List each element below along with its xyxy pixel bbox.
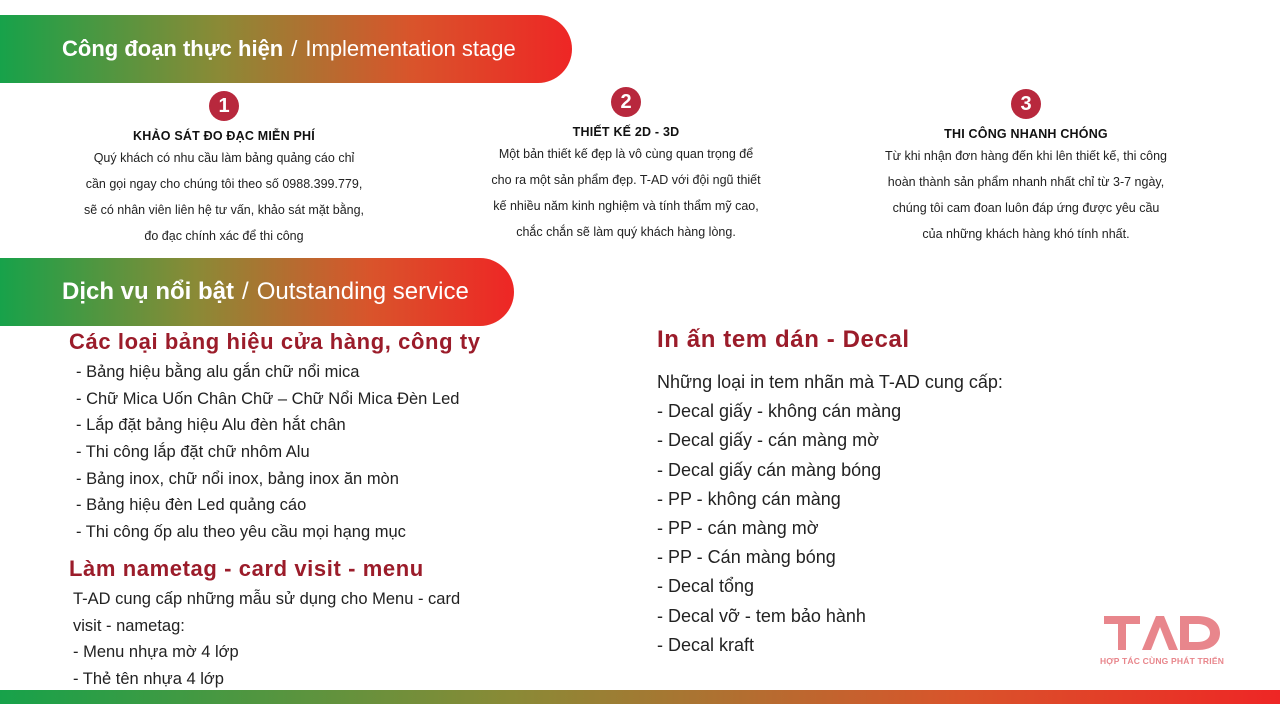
list-item: - Decal kraft <box>657 634 755 655</box>
banner-title-en: Outstanding service <box>256 278 469 305</box>
list-item: - Lắp đặt bảng hiệu Alu đèn hắt chân <box>76 416 346 435</box>
list-item: - Thi công ốp alu theo yêu cầu mọi hạng mục <box>76 523 406 542</box>
list-item: - Bảng inox, chữ nổi inox, bảng inox ăn mòn <box>76 469 399 488</box>
list-item: - Decal giấy cán màng bóng <box>657 459 882 480</box>
signs-section-title: Các loại bảng hiệu cửa hàng, công ty <box>69 329 481 354</box>
step-line: của những khách hàng khó tính nhất. <box>922 227 1130 241</box>
list-item: - Decal tổng <box>657 576 755 597</box>
step-number-badge: 2 <box>611 87 641 117</box>
list-item: - PP - cán màng mờ <box>657 517 819 538</box>
step-line: đo đạc chính xác để thi công <box>144 229 304 243</box>
step-title: THIẾT KẾ 2D - 3D <box>572 125 680 139</box>
decal-section-title: In ấn tem dán - Decal <box>657 326 910 353</box>
banner-title-vn: Dịch vụ nổi bật <box>62 278 235 305</box>
step-title: KHẢO SÁT ĐO ĐẠC MIỄN PHÍ <box>133 129 315 143</box>
step-construction <box>856 89 1196 247</box>
list-item: - Thi công lắp đặt chữ nhôm Alu <box>76 443 310 462</box>
signs-list <box>76 359 459 546</box>
logo-slogan: HỢP TÁC CÙNG PHÁT TRIỂN <box>1099 656 1225 666</box>
list-item: - Bảng hiệu bằng alu gắn chữ nổi mica <box>76 363 360 381</box>
outstanding-service-banner <box>0 258 514 326</box>
list-item: - PP - Cán màng bóng <box>657 547 836 568</box>
step-survey <box>54 91 394 249</box>
step-line: hoàn thành sản phẩm nhanh nhất chỉ từ 3-7 ngày, <box>887 175 1165 189</box>
banner-separator: / <box>242 278 249 305</box>
banner-title-en: Implementation stage <box>305 36 516 61</box>
step-line: kế nhiều năm kinh nghiệm và tính thẩm mỹ cao, <box>493 199 759 213</box>
list-item: - Decal giấy - cán màng mờ <box>657 430 879 451</box>
list-item: - Bảng hiệu đèn Led quảng cáo <box>76 496 307 515</box>
intro-line: visit - nametag: <box>73 616 185 635</box>
bottom-gradient-bar <box>0 690 1280 704</box>
step-line: Quý khách có nhu cầu làm bảng quảng cáo chỉ <box>93 151 355 165</box>
step-number-badge: 3 <box>1011 89 1041 119</box>
implementation-stage-banner <box>0 15 572 83</box>
step-line: Một bản thiết kế đẹp là vô cùng quan trọng để <box>498 147 754 161</box>
step-title: THI CÔNG NHANH CHÓNG <box>944 127 1108 141</box>
list-item: - Chữ Mica Uốn Chân Chữ – Chữ Nổi Mica Đèn Led <box>76 389 460 408</box>
step-line: sẽ có nhân viên liên hệ tư vấn, khảo sát mặt bằng, <box>83 203 365 217</box>
intro-line: Những loại in tem nhãn mà T-AD cung cấp: <box>657 372 1003 392</box>
tad-logo <box>1092 612 1232 682</box>
step-number-badge: 1 <box>209 91 239 121</box>
step-line: cần gọi ngay cho chúng tôi theo số 0988.399.779, <box>85 177 363 191</box>
step-line: chúng tôi cam đoan luôn đáp ứng được yêu cầu <box>892 201 1160 215</box>
list-item: - Thẻ tên nhựa 4 lớp <box>73 669 224 688</box>
nametag-section-title: Làm nametag - card visit - menu <box>69 556 424 581</box>
step-description <box>456 141 796 245</box>
nametag-list <box>73 586 460 692</box>
list-item: - Menu nhựa mờ 4 lớp <box>73 643 239 661</box>
step-design <box>456 87 796 245</box>
step-description <box>856 143 1196 247</box>
decal-list <box>657 368 1003 660</box>
list-item: - PP - không cán màng <box>657 488 841 509</box>
step-description <box>54 145 394 249</box>
step-line: cho ra một sản phẩm đẹp. T-AD với đội ngũ thiết <box>491 173 761 187</box>
banner-separator: / <box>291 36 298 61</box>
step-line: chắc chắn sẽ làm quý khách hàng lòng. <box>516 225 736 239</box>
step-line: Từ khi nhận đơn hàng đến khi lên thiết kế, thi công <box>884 149 1168 163</box>
banner-title-vn: Công đoạn thực hiện <box>62 36 284 61</box>
list-item: - Decal giấy - không cán màng <box>657 401 902 422</box>
list-item: - Decal vỡ - tem bảo hành <box>657 605 866 626</box>
tad-logo-mark <box>1102 612 1222 654</box>
intro-line: T-AD cung cấp những mẫu sử dụng cho Menu - card <box>73 590 461 608</box>
